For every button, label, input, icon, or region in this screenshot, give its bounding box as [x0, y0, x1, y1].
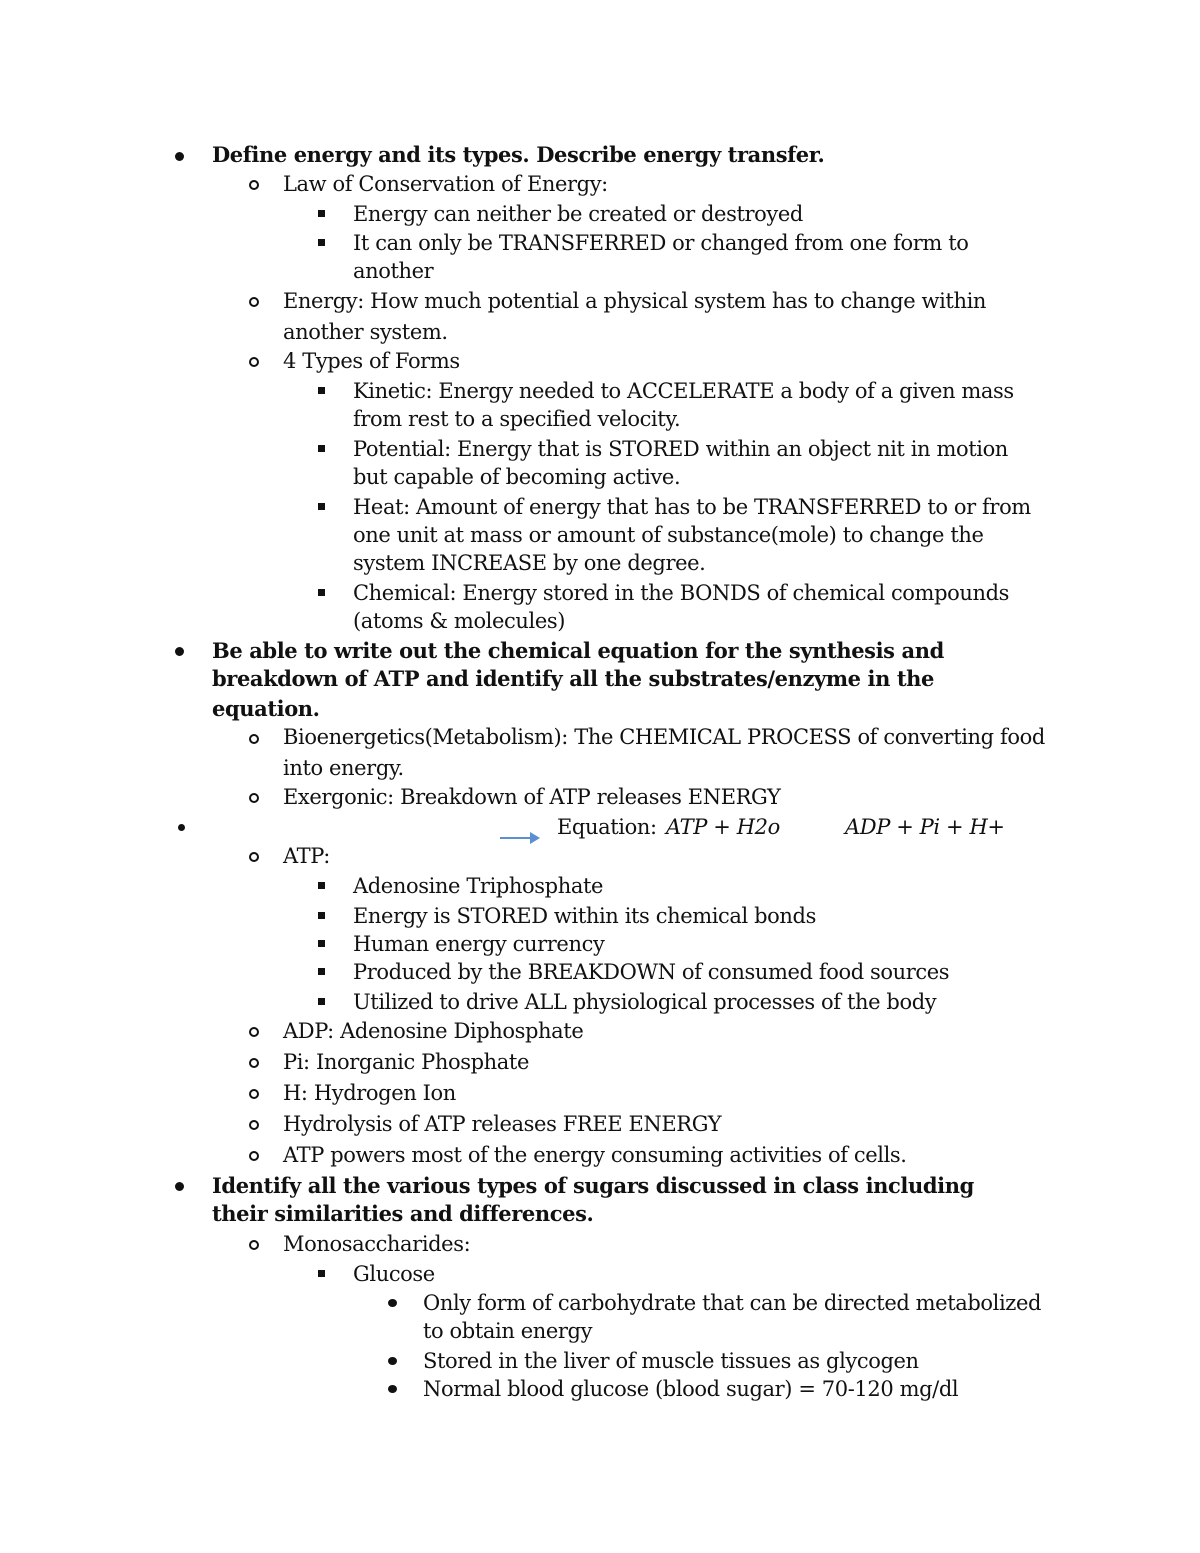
bullet-level2: [249, 734, 259, 744]
list-item: Utilized to drive ALL physiological processes of the body: [353, 990, 937, 1014]
list-item: It can only be TRANSFERRED or changed from one form to: [353, 231, 969, 255]
bullet-level2: [249, 1120, 259, 1130]
list-item: Produced by the BREAKDOWN of consumed food sources: [353, 960, 950, 984]
list-item-continuation: into energy.: [283, 756, 404, 780]
bullet-level2: [249, 1240, 259, 1250]
bullet-level2: [249, 852, 259, 862]
list-item: Glucose: [353, 1262, 435, 1286]
bullet-level2: [249, 1151, 259, 1161]
list-item: Energy: How much potential a physical system has to change within: [283, 289, 987, 313]
list-item-continuation: but capable of becoming active.: [353, 465, 681, 489]
equation-right: ADP + Pi + H+: [845, 815, 1005, 839]
equation-left: ATP + H2o: [666, 815, 780, 839]
bullet-level3: [318, 968, 325, 975]
bullet-level2: [249, 297, 259, 307]
bullet-level2: [249, 180, 259, 190]
list-item: Exergonic: Breakdown of ATP releases ENERGY: [283, 785, 781, 809]
bullet-level3: [318, 239, 325, 246]
list-item: ADP: Adenosine Diphosphate: [283, 1019, 584, 1043]
equation-label: Equation:: [557, 815, 657, 839]
bullet-level3: [318, 387, 325, 394]
bullet-level3: [318, 1270, 325, 1277]
list-item: Law of Conservation of Energy:: [283, 172, 608, 196]
bullet-level3: [318, 210, 325, 217]
list-item: Bioenergetics(Metabolism): The CHEMICAL PROCESS of converting food: [283, 725, 1045, 749]
list-item: Hydrolysis of ATP releases FREE ENERGY: [283, 1112, 722, 1136]
list-item-continuation: one unit at mass or amount of substance(mole) to change the: [353, 523, 984, 547]
bullet-level4: [388, 1357, 397, 1365]
bullet-level1: [178, 824, 185, 831]
bullet-level3: [318, 998, 325, 1005]
bullet-level3: [318, 940, 325, 947]
bullet-level1: [175, 647, 184, 656]
bullet-level2: [249, 357, 259, 367]
list-item: Chemical: Energy stored in the BONDS of chemical compounds: [353, 581, 1010, 605]
bullet-level4: [388, 1385, 397, 1393]
bullet-level2: [249, 793, 259, 803]
list-item-continuation: another: [353, 259, 434, 283]
list-item-continuation: (atoms & molecules): [353, 609, 566, 633]
bullet-level2: [249, 1058, 259, 1068]
list-item: Energy can neither be created or destroyed: [353, 202, 803, 226]
list-item: ATP:: [283, 844, 330, 868]
bullet-level3: [318, 882, 325, 889]
bullet-level3: [318, 589, 325, 596]
section-heading: Be able to write out the chemical equation for the synthesis and: [212, 638, 944, 663]
arrow-icon: [498, 829, 542, 847]
list-item-continuation: from rest to a specified velocity.: [353, 407, 681, 431]
bullet-level2: [249, 1027, 259, 1037]
list-item: Pi: Inorganic Phosphate: [283, 1050, 529, 1074]
section-heading-continuation: their similarities and differences.: [212, 1201, 594, 1226]
bullet-level3: [318, 445, 325, 452]
section-heading-continuation: equation.: [212, 696, 320, 721]
list-item: Energy is STORED within its chemical bonds: [353, 904, 816, 928]
bullet-level2: [249, 1089, 259, 1099]
list-item: H: Hydrogen Ion: [283, 1081, 456, 1105]
bullet-level1: [175, 1182, 184, 1191]
list-item: Human energy currency: [353, 932, 605, 956]
list-item: Potential: Energy that is STORED within an object nit in motion: [353, 437, 1008, 461]
list-item: Stored in the liver of muscle tissues as glycogen: [423, 1349, 919, 1373]
list-item: Heat: Amount of energy that has to be TRANSFERRED to or from: [353, 495, 1031, 519]
bullet-level3: [318, 912, 325, 919]
list-item: ATP powers most of the energy consuming activities of cells.: [283, 1143, 907, 1167]
list-item-continuation: another system.: [283, 320, 448, 344]
section-heading-continuation: breakdown of ATP and identify all the substrates/enzyme in the: [212, 666, 934, 691]
section-heading: Identify all the various types of sugars discussed in class including: [212, 1173, 974, 1198]
bullet-level1: [175, 152, 184, 161]
list-item: Normal blood glucose (blood sugar) = 70-120 mg/dl: [423, 1377, 959, 1401]
bullet-level4: [388, 1299, 397, 1307]
list-item-continuation: system INCREASE by one degree.: [353, 551, 706, 575]
list-item: Only form of carbohydrate that can be directed metabolized: [423, 1291, 1042, 1315]
section-heading: Define energy and its types. Describe energy transfer.: [212, 142, 825, 167]
list-item: Adenosine Triphosphate: [353, 874, 604, 898]
list-item: Monosaccharides:: [283, 1232, 471, 1256]
list-item: 4 Types of Forms: [283, 349, 460, 373]
bullet-level3: [318, 503, 325, 510]
list-item-continuation: to obtain energy: [423, 1319, 593, 1343]
list-item: Kinetic: Energy needed to ACCELERATE a body of a given mass: [353, 379, 1014, 403]
